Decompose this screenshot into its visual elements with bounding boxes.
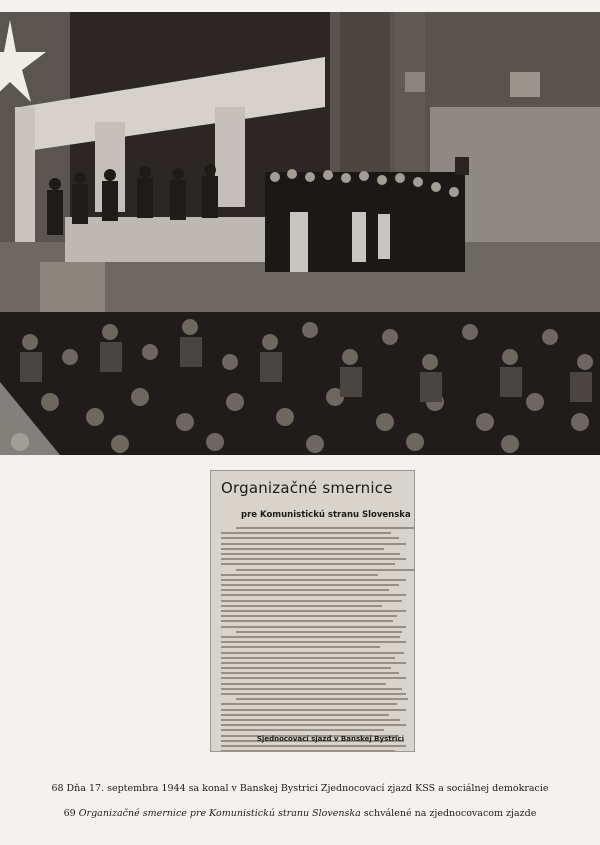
caption-68: 68 Dňa 17. septembra 1944 sa konal v Banskej Bystrici Zjednocovací zjazd KSS a sociálnej demokracie: [51, 783, 549, 794]
caption-69-number: 69: [63, 808, 76, 819]
document-text-line: [236, 527, 415, 529]
document-text-line: [221, 558, 406, 560]
assembly-photo: [0, 12, 600, 455]
document-text-line: [221, 589, 389, 591]
document-text-line: [221, 729, 384, 731]
document-text-line: [221, 532, 391, 534]
document-text-line: [221, 641, 406, 643]
document-text-line: [221, 709, 406, 711]
assembly-photo-image: [0, 12, 600, 455]
document-text-line: [221, 646, 380, 648]
document-text-line: [221, 636, 400, 638]
caption-69-rest: schválené na zjednocovacom zjazde: [363, 808, 537, 819]
document-text-line: [221, 543, 406, 545]
document-body-text: [221, 527, 406, 727]
document-text-line: [221, 574, 378, 576]
document-text-line: [221, 703, 397, 705]
document-text-line: [221, 667, 391, 669]
caption-69-italic: Organizačné smernice pre Komunistickú stranu Slovenska: [78, 808, 361, 819]
document-text-line: [221, 605, 382, 607]
document-text-line: [221, 537, 399, 539]
document-text-line: [221, 719, 400, 721]
document-text-line: [221, 615, 397, 617]
document-text-line: [221, 683, 386, 685]
document-text-line: [221, 652, 404, 654]
document-text-line: [221, 750, 395, 752]
document-text-line: [221, 693, 406, 695]
document-text-line: [221, 548, 384, 550]
document-text-line: [236, 569, 415, 571]
document-facsimile: [210, 470, 415, 752]
document-text-line: [221, 724, 406, 726]
document-text-line: [221, 584, 399, 586]
document-text-line: [236, 631, 403, 633]
document-text-line: [221, 677, 406, 679]
document-text-line: [221, 563, 395, 565]
document-footer: Sjednocovací sjazd v Banskej Bystrici: [256, 735, 404, 743]
document-text-line: [221, 600, 402, 602]
document-text-line: [221, 610, 406, 612]
document-text-line: [221, 714, 389, 716]
document-text-line: [221, 579, 406, 581]
document-text-line: [221, 620, 393, 622]
document-subtitle: pre Komunistickú stranu Slovenska: [241, 510, 411, 520]
document-text-line: [221, 657, 395, 659]
document-text-line: [221, 745, 406, 747]
document-text-line: [221, 626, 406, 628]
document-text-line: [236, 698, 408, 700]
document-text-line: [221, 688, 402, 690]
document-text-line: [221, 662, 406, 664]
document-title: Organizačné smernice: [221, 479, 393, 497]
document-text-line: [221, 594, 406, 596]
document-text-line: [221, 553, 400, 555]
caption-69: [0, 808, 600, 819]
document-text-line: [221, 672, 399, 674]
